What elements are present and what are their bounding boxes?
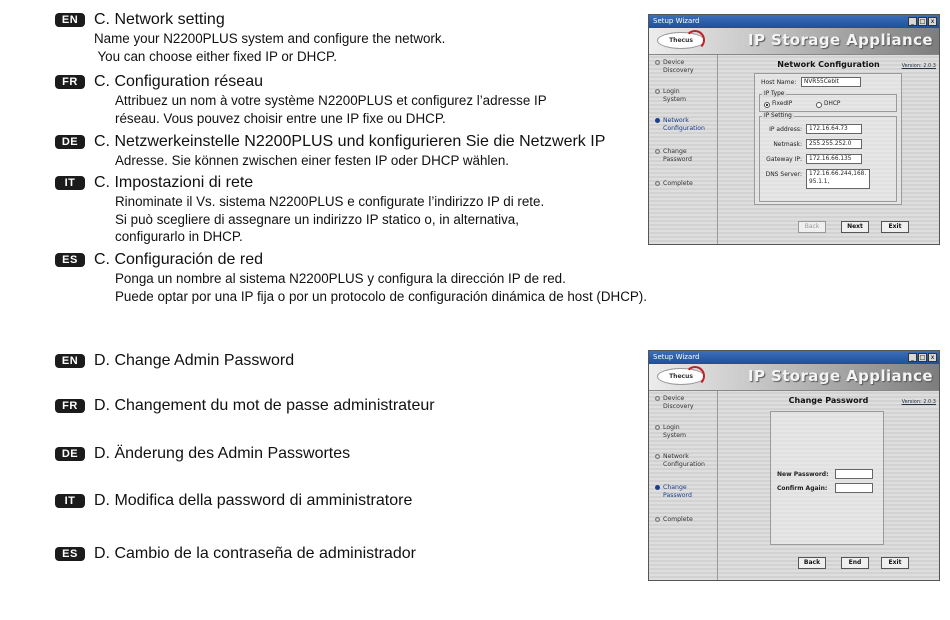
wizard-content xyxy=(718,391,939,580)
next-button[interactable]: Next xyxy=(841,221,869,233)
body-line: You can choose either fixed IP or DHCP. xyxy=(94,48,337,64)
back-button[interactable]: Back xyxy=(798,557,826,569)
step-change-password[interactable]: Change Password xyxy=(655,148,699,163)
step-network-configuration[interactable]: Network Configuration xyxy=(655,453,707,468)
ip-type-group xyxy=(759,91,897,112)
network-form-panel xyxy=(754,73,902,205)
lang-badge-de: DE xyxy=(55,135,85,149)
wizard-steps xyxy=(649,391,718,580)
step-device-discovery[interactable]: Device Discovery xyxy=(655,395,703,410)
step-bullet-icon xyxy=(655,89,660,94)
section-c-heading-de: C. Netzwerkeinstelle N2200PLUS und konfigurieren Sie die Netzwerk IP xyxy=(94,133,606,150)
body-line: Ponga un nombre al sistema N2200PLUS y configura la dirección IP de red. xyxy=(115,271,566,286)
section-d-heading-fr: D. Changement du mot de passe administrateur xyxy=(94,397,435,414)
step-complete[interactable]: Complete xyxy=(655,516,693,524)
lang-badge-it: IT xyxy=(55,176,85,190)
wizard-body xyxy=(649,55,939,244)
close-icon[interactable]: x xyxy=(928,353,937,362)
lang-badge-it: IT xyxy=(55,494,85,508)
dns-line: 95.1.1, xyxy=(809,179,830,185)
wizard-body xyxy=(649,391,939,580)
version-link[interactable]: Version: 2.0.3 xyxy=(901,63,936,69)
window-title: Setup Wizard xyxy=(653,353,700,361)
gateway-input[interactable]: 172.16.66.135 xyxy=(806,154,862,164)
step-login-system[interactable]: Login System xyxy=(655,424,699,439)
back-button[interactable]: Back xyxy=(798,221,826,233)
body-line: configurarlo in DHCP. xyxy=(115,229,243,244)
section-c-body-es xyxy=(115,270,647,305)
step-bullet-icon xyxy=(655,485,660,490)
section-c-body-it xyxy=(115,193,544,246)
ip-address-label: IP address: xyxy=(769,126,802,133)
maximize-icon[interactable]: □ xyxy=(919,18,926,25)
section-c-body-fr xyxy=(115,92,547,127)
gateway-label: Gateway IP: xyxy=(766,156,802,163)
ip-setting-label: IP Setting xyxy=(764,113,792,119)
close-icon[interactable]: x xyxy=(928,17,937,26)
dns-line: 172.16.66.244,168. xyxy=(809,171,867,177)
step-bullet-icon xyxy=(655,149,660,154)
brand-logo: Thecus xyxy=(657,368,705,385)
step-bullet-icon xyxy=(655,425,660,430)
window-titlebar xyxy=(649,351,939,364)
step-network-configuration[interactable]: Network Configuration xyxy=(655,117,707,132)
end-button[interactable]: End xyxy=(841,557,869,569)
section-d-heading-de: D. Änderung des Admin Passwortes xyxy=(94,445,351,462)
minimize-icon[interactable]: _ xyxy=(908,353,917,362)
section-c-heading-es: C. Configuración de red xyxy=(94,251,263,268)
body-line: Name your N2200PLUS system and configure the network. xyxy=(94,31,446,46)
step-change-password[interactable]: Change Password xyxy=(655,484,699,499)
host-name-label: Host Name: xyxy=(761,79,797,86)
confirm-password-label: Confirm Again: xyxy=(777,485,828,492)
new-password-label: New Password: xyxy=(777,471,829,478)
network-config-window xyxy=(648,14,940,245)
wizard-steps xyxy=(649,55,718,244)
dns-input[interactable] xyxy=(806,169,870,189)
body-line: Adresse. Sie können zwischen einer festen IP oder DHCP wählen. xyxy=(115,153,510,168)
lang-badge-es: ES xyxy=(55,253,85,267)
logo-swoosh-icon xyxy=(685,30,705,50)
lang-badge-en: EN xyxy=(55,354,85,368)
body-line: Si può scegliere di assegnare un indirizzo IP statico o, in alternativa, xyxy=(115,211,519,227)
new-password-input[interactable] xyxy=(835,469,873,479)
brand-title: IP Storage Appliance xyxy=(748,367,933,385)
dns-label: DNS Server: xyxy=(765,171,802,178)
lang-badge-fr: FR xyxy=(55,75,85,89)
host-name-input[interactable]: NVR55Cebit xyxy=(801,77,861,87)
lang-badge-es: ES xyxy=(55,547,85,561)
version-link[interactable]: Version: 2.0.3 xyxy=(901,399,936,405)
brand-title: IP Storage Appliance xyxy=(748,31,933,49)
exit-button[interactable]: Exit xyxy=(881,221,909,233)
ip-setting-group xyxy=(759,113,897,202)
step-bullet-icon xyxy=(655,181,660,186)
section-d-heading-it: D. Modifica della password di amministratore xyxy=(94,492,413,509)
exit-button[interactable]: Exit xyxy=(881,557,909,569)
section-c-heading-it: C. Impostazioni di rete xyxy=(94,174,254,191)
step-bullet-icon xyxy=(655,118,660,123)
netmask-input[interactable]: 255.255.252.0 xyxy=(806,139,862,149)
body-line: Attribuez un nom à votre système N2200PLUS et configurez l’adresse IP xyxy=(115,93,547,108)
step-bullet-icon xyxy=(655,454,660,459)
section-c-body-de xyxy=(115,152,509,170)
ip-type-label: IP Type xyxy=(764,91,785,97)
dhcp-radio[interactable]: DHCP xyxy=(816,101,840,107)
change-password-window xyxy=(648,350,940,581)
lang-badge-fr: FR xyxy=(55,399,85,413)
step-bullet-icon xyxy=(655,396,660,401)
step-bullet-icon xyxy=(655,517,660,522)
section-d-heading-es: D. Cambio de la contraseña de administrador xyxy=(94,545,416,562)
step-bullet-icon xyxy=(655,60,660,65)
body-line: réseau. Vous pouvez choisir entre une IP fixe ou DHCP. xyxy=(115,110,446,126)
logo-swoosh-icon xyxy=(685,366,705,386)
wizard-content xyxy=(718,55,939,244)
step-login-system[interactable]: Login System xyxy=(655,88,699,103)
section-c-body-en xyxy=(94,30,445,65)
page-title: Network Configuration xyxy=(777,60,880,69)
lang-badge-en: EN xyxy=(55,13,85,27)
netmask-label: Netmask: xyxy=(773,141,802,148)
section-c-heading-en: C. Network setting xyxy=(94,11,225,28)
confirm-password-input[interactable] xyxy=(835,483,873,493)
section-d-heading-en: D. Change Admin Password xyxy=(94,352,295,369)
body-line: Puede optar por una IP fija o por un protocolo de configuración dinámica de host (DHCP). xyxy=(115,288,647,304)
password-form-panel xyxy=(770,411,884,545)
page-title: Change Password xyxy=(788,396,869,405)
wizard-banner xyxy=(649,364,939,391)
ip-address-input[interactable]: 172.16.64.73 xyxy=(806,124,862,134)
section-c-heading-fr: C. Configuration réseau xyxy=(94,73,263,90)
window-title: Setup Wizard xyxy=(653,17,700,25)
body-line: Rinominate il Vs. sistema N2200PLUS e configurate l’indirizzo IP di rete. xyxy=(115,194,545,209)
fixed-ip-radio[interactable]: FixedIP xyxy=(764,101,792,107)
brand-logo: Thecus xyxy=(657,32,705,49)
minimize-icon[interactable]: _ xyxy=(908,17,917,26)
window-titlebar xyxy=(649,15,939,28)
maximize-icon[interactable]: □ xyxy=(919,354,926,361)
wizard-banner xyxy=(649,28,939,55)
step-complete[interactable]: Complete xyxy=(655,180,693,188)
lang-badge-de: DE xyxy=(55,447,85,461)
step-device-discovery[interactable]: Device Discovery xyxy=(655,59,703,74)
